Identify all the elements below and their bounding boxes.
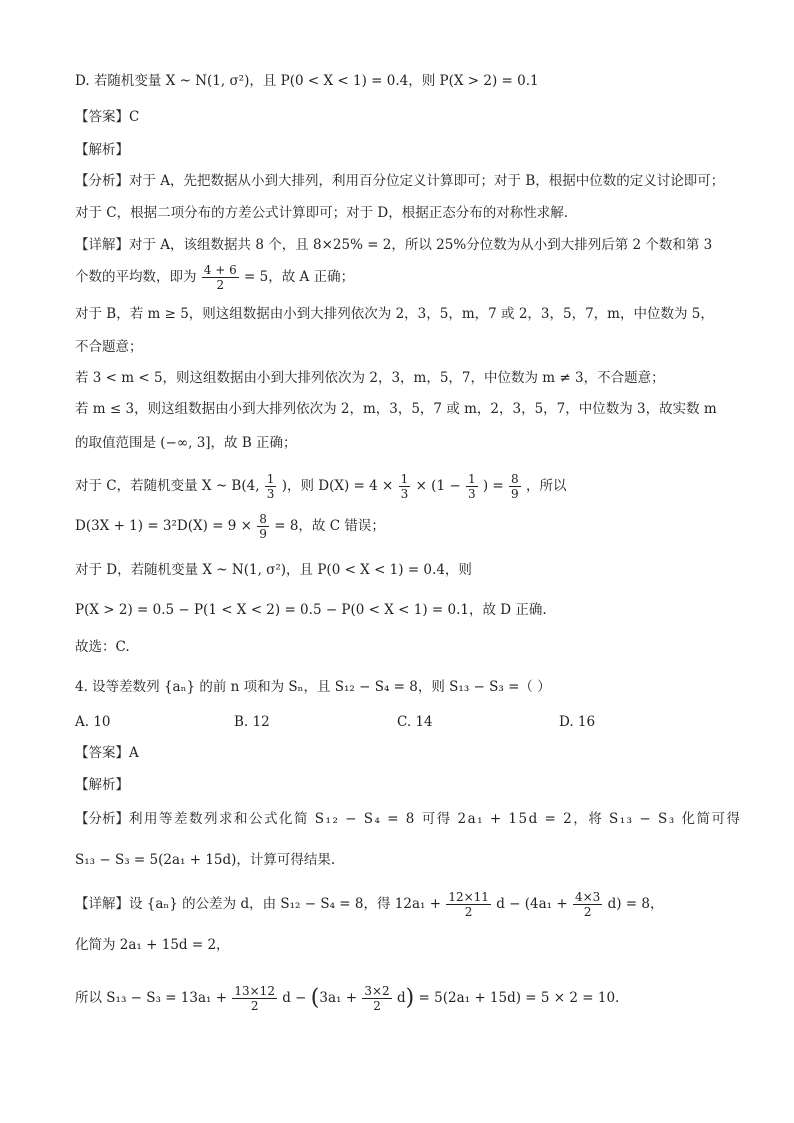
q3-answer (75, 106, 139, 128)
jiexi-tag: 【解析】 (75, 777, 129, 793)
text-segment: d (396, 990, 406, 1006)
text-segment: d − (282, 990, 307, 1006)
q3-jiexi-tag (75, 139, 129, 161)
fraction-numerator: 4×3 (574, 890, 601, 904)
text-segment: ) = (482, 478, 504, 494)
fraction (573, 890, 602, 919)
fraction-denominator: 2 (216, 278, 225, 292)
text-segment: = 5，故 A 正确； (244, 269, 355, 285)
fenxi-text: 利用等差数列求和公式化简 S₁₂ − S₄ = 8 可得 2a₁ + 15d = 2，将 S₁₃ − S₃ 化简可得 (129, 811, 742, 827)
fraction-numerator: 3×2 (364, 984, 390, 998)
left-paren: ( (310, 985, 320, 1011)
fraction-numerator: 4 + 6 (203, 263, 237, 277)
fraction-numerator: 1 (467, 472, 476, 486)
q3-detail-b2: 不合题意； (75, 339, 143, 355)
fraction-denominator: 2 (583, 905, 592, 919)
fraction-denominator: 9 (259, 527, 267, 541)
fenxi-tag: 【分析】 (75, 173, 129, 189)
text-segment: × (1 − (415, 478, 461, 494)
text-segment: )，则 D(X) = 4 × (281, 478, 394, 494)
q3-detail-b4: 若 m ≤ 3，则这组数据由小到大排列依次为 2，m，3，5，7 或 m，2，3，5，7，中位数为 3，故实数 m (75, 401, 717, 417)
fraction (399, 472, 411, 501)
fraction-denominator: 2 (464, 905, 473, 919)
fraction (257, 512, 269, 541)
right-paren: ) (405, 985, 415, 1011)
text-segment: = 5(2a₁ + 15d) = 5 × 2 = 10. (418, 990, 620, 1006)
q3-detail-b1: 对于 B，若 m ≥ 5，则这组数据由小到大排列依次为 2，3，5，m，7 或 2，3，5，7，m，中位数为 5， (75, 306, 714, 322)
text-segment: = 8，故 C 错误； (274, 518, 385, 534)
text-segment: 设 {aₙ} 的公差为 d，由 S₁₂ − S₄ = 8，得 12a₁ + (129, 896, 442, 912)
q4-option-a: A. 10 (75, 714, 111, 730)
detail-text: 对于 A，该组数据共 8 个，且 8×25% = 2，所以 25%分位数为从小到大排列后第 2 个数和第 3 (129, 237, 713, 253)
fraction (446, 890, 491, 919)
fraction-denominator: 3 (266, 487, 275, 501)
fraction-numerator: 1 (400, 472, 409, 486)
text-segment: d − (4a₁ + (496, 896, 568, 912)
q3-detail-d2: P(X > 2) = 0.5 − P(1 < X < 2) = 0.5 − P(0 < X < 1) = 0.1，故 D 正确. (75, 602, 547, 618)
answer-tag: 【答案】 (75, 109, 129, 125)
q3-fenxi-line1 (75, 170, 724, 192)
fraction-denominator: 2 (373, 999, 381, 1013)
text-segment: 3a₁ + (319, 990, 358, 1006)
answer-value: C (129, 109, 140, 125)
text-segment: d) = 8， (607, 896, 664, 912)
text-segment: 对于 C，若随机变量 X ~ B(4, (75, 478, 260, 494)
q3-detail-b3: 若 3 < m < 5，则这组数据由小到大排列依次为 2，3，m，5，7，中位数为 m ≠ 3，不合题意； (75, 370, 665, 386)
fenxi-tag: 【分析】 (75, 811, 129, 827)
text-segment: 所以 S₁₃ − S₃ = 13a₁ + (75, 990, 228, 1006)
q4-stem: 4. 设等差数列 {aₙ} 的前 n 项和为 Sₙ，且 S₁₂ − S₄ = 8，则 S₁₃ − S₃ =（ ） (75, 679, 551, 695)
text-segment: ，所以 (525, 478, 567, 494)
q3-detail-a1 (75, 234, 712, 256)
q3-detail-b5: 的取值范围是 (−∞, 3]，故 B 正确； (75, 435, 297, 451)
q3-choose: 故选：C. (75, 639, 130, 655)
fenxi-text: 对于 A，先把数据从小到大排列，利用百分位定义计算即可；对于 B，根据中位数的定义讨论即可； (129, 173, 725, 189)
q4-detail1 (75, 890, 664, 919)
fraction (362, 984, 391, 1013)
fraction (202, 263, 239, 292)
fraction (265, 472, 277, 501)
fraction (232, 984, 277, 1013)
q4-jiexi-tag (75, 774, 129, 796)
q4-fenxi-line2: S₁₃ − S₃ = 5(2a₁ + 15d)，计算可得结果. (75, 852, 336, 868)
fraction-numerator: 12×11 (448, 890, 489, 904)
fraction-denominator: 3 (467, 487, 476, 501)
q4-detail2: 化简为 2a₁ + 15d = 2， (75, 937, 230, 953)
jiexi-tag: 【解析】 (75, 142, 129, 158)
answer-value: A (129, 745, 139, 761)
q3-detail-c2 (75, 512, 385, 541)
fraction-denominator: 2 (250, 999, 259, 1013)
fraction-numerator: 8 (511, 472, 519, 486)
text-segment: D(3X + 1) = 3²D(X) = 9 × (75, 518, 252, 534)
xiangjie-tag: 【详解】 (75, 896, 129, 912)
q3-detail-a2 (75, 263, 354, 292)
fraction-denominator: 9 (511, 487, 519, 501)
xiangjie-tag: 【详解】 (75, 237, 129, 253)
q4-option-b: B. 12 (234, 714, 270, 730)
q4-option-c: C. 14 (397, 714, 433, 730)
q3-detail-d1: 对于 D，若随机变量 X ~ N(1, σ²)，且 P(0 < X < 1) = 0.4，则 (75, 562, 472, 578)
fraction-denominator: 3 (400, 487, 409, 501)
q4-answer (75, 742, 139, 764)
q3-option-d: D. 若随机变量 X ~ N(1, σ²)，且 P(0 < X < 1) = 0.4，则 P(X > 2) = 0.1 (75, 73, 539, 89)
fraction (466, 472, 478, 501)
fraction-numerator: 1 (266, 472, 275, 486)
fraction-numerator: 13×12 (234, 984, 275, 998)
q4-fenxi-line1 (75, 808, 741, 830)
q4-option-d: D. 16 (559, 714, 596, 730)
q3-detail-c1 (75, 472, 566, 501)
fraction-numerator: 8 (259, 512, 267, 526)
answer-tag: 【答案】 (75, 745, 129, 761)
fraction (509, 472, 521, 501)
text-segment: 个数的平均数，即为 (75, 269, 197, 285)
q3-fenxi-line2: 对于 C，根据二项分布的方差公式计算即可；对于 D，根据正态分布的对称性求解. (75, 205, 569, 221)
q4-detail3 (75, 984, 619, 1013)
